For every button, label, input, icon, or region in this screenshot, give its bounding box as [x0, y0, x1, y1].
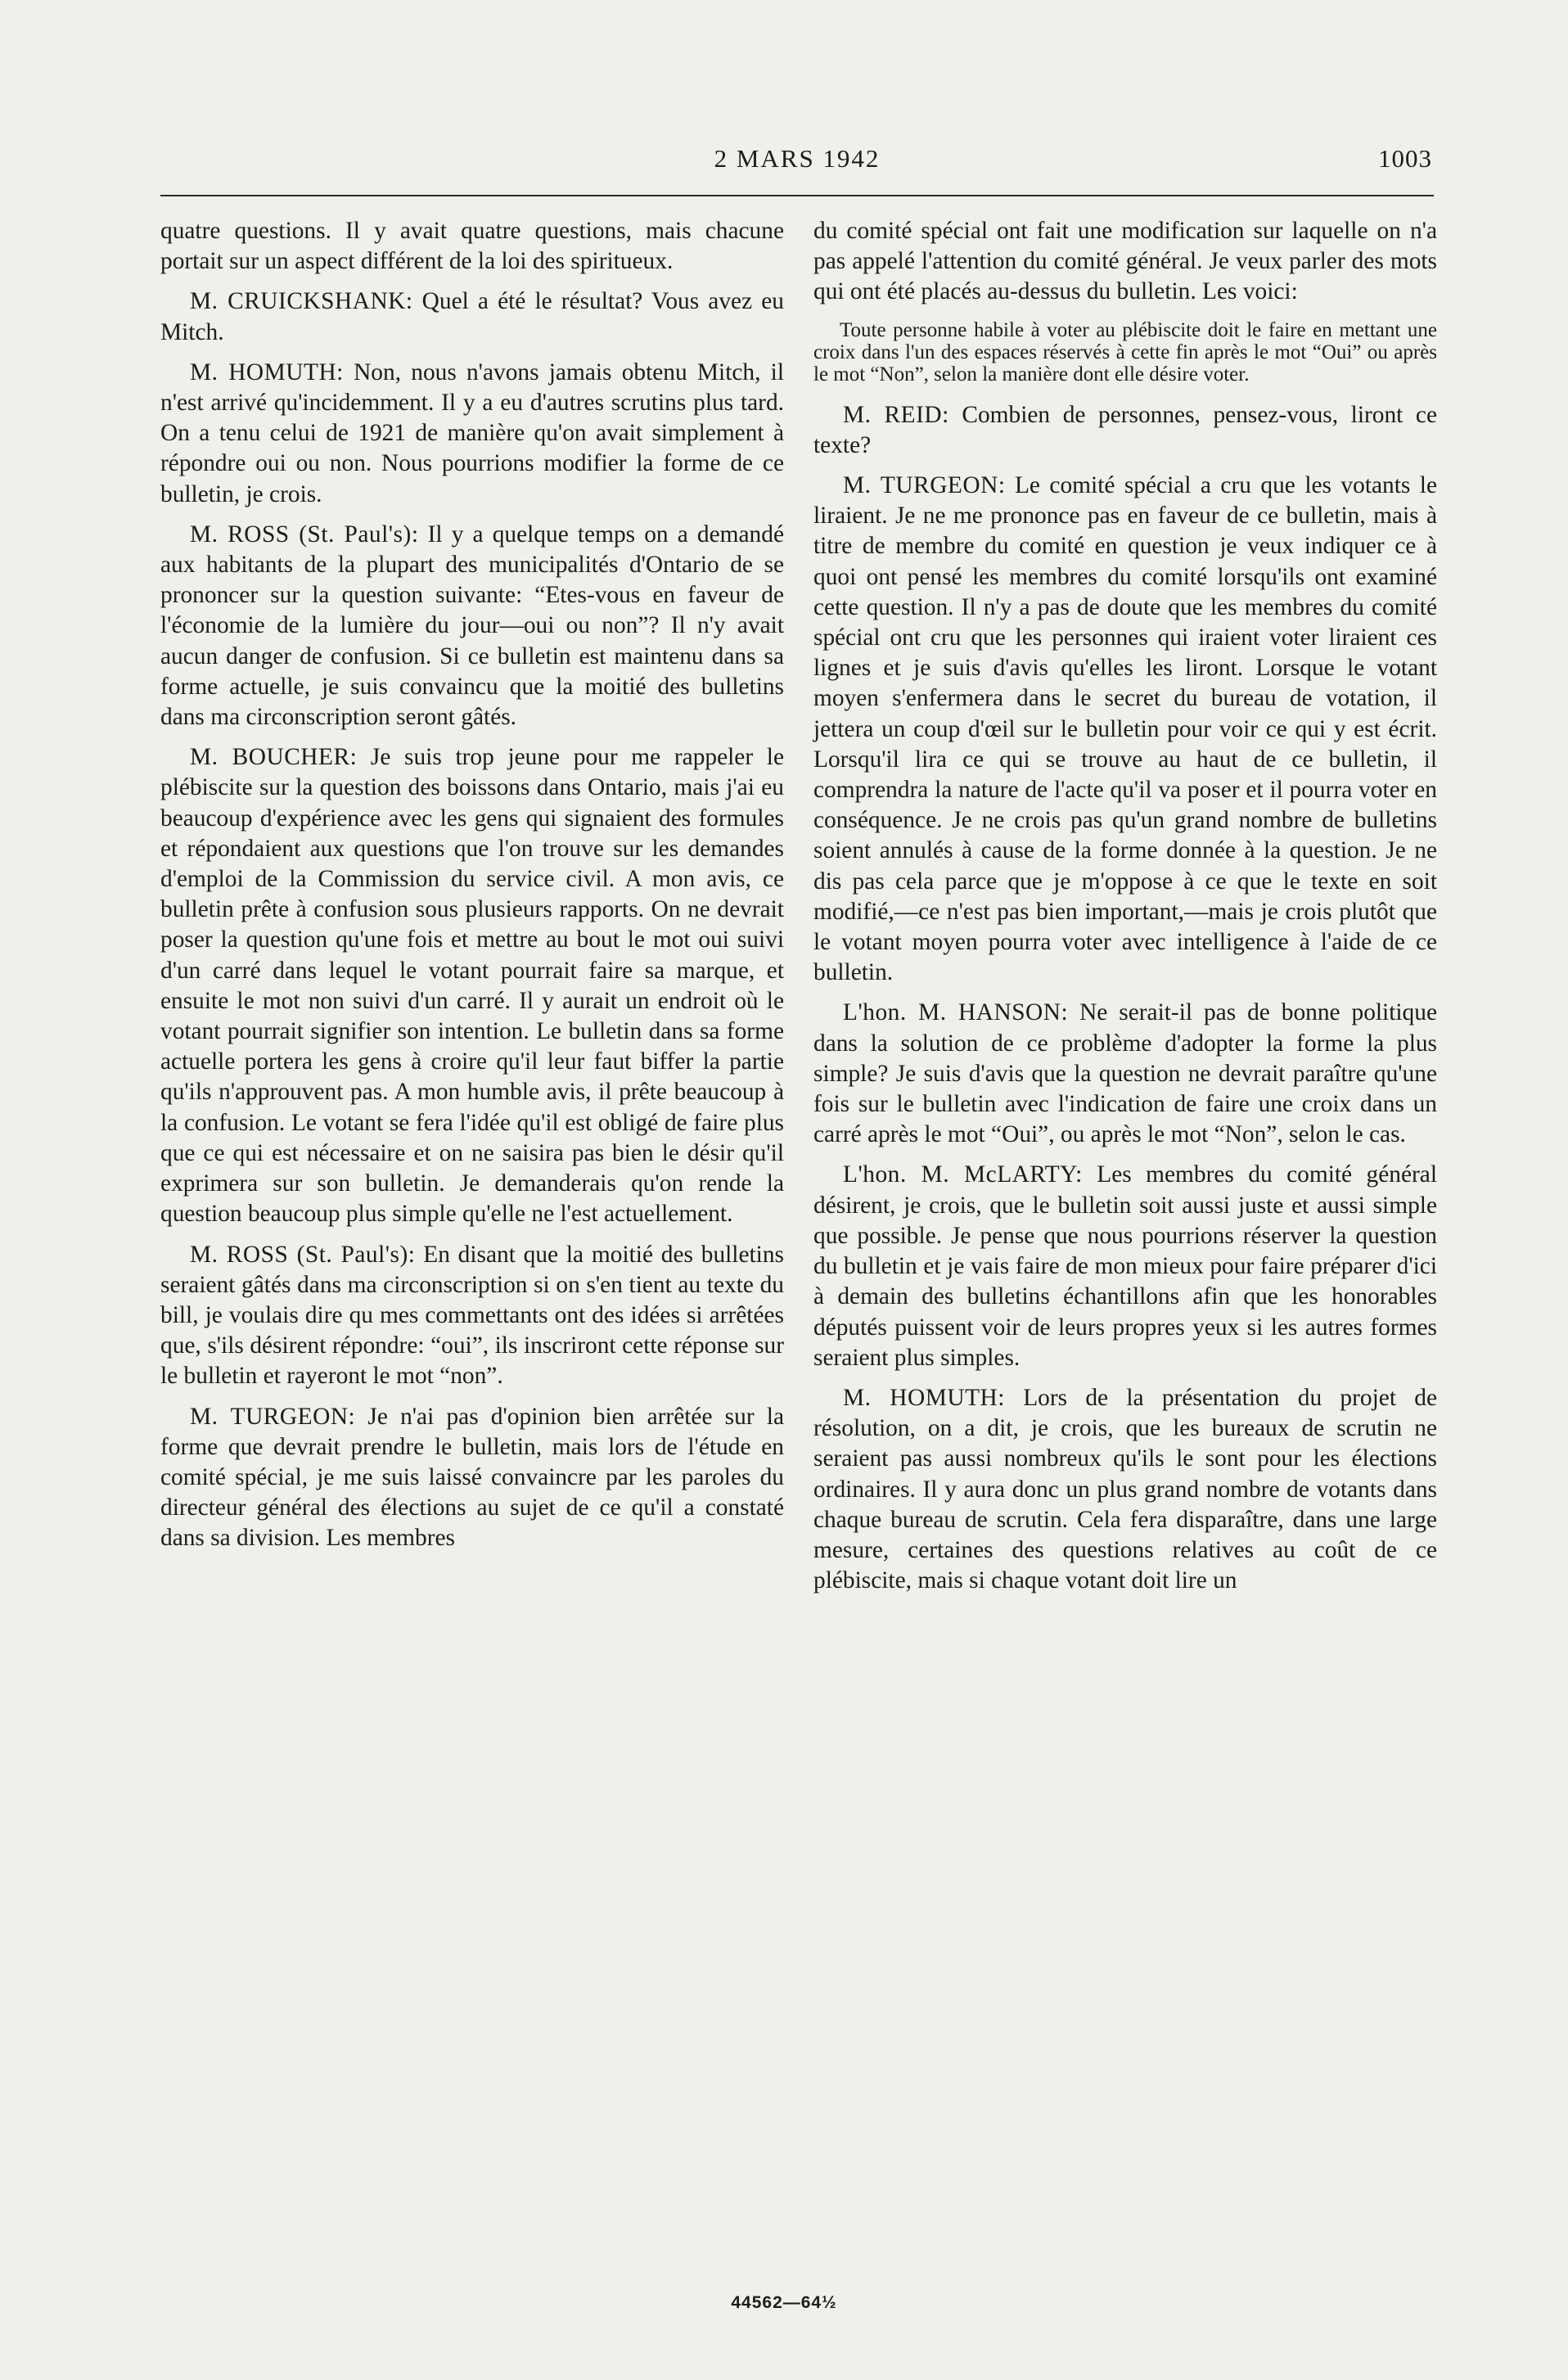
speaker-name: M. REID: — [843, 401, 949, 428]
page-header — [160, 141, 1434, 182]
speaker-name: L'hon. M. McLARTY: — [843, 1161, 1083, 1188]
speaker-name: M. BOUCHER: — [190, 744, 358, 771]
paragraph-text: Non, nous n'avons jamais obtenu Mitch, il n'est arrivé qu'incidemment. Il y a eu d'autres scrutins plus tard. On a tenu celui de 1921 de manière qu'on avait simplement à répondre oui ou non. Nous pourrions modifier la forme de ce bulletin, je crois. — [160, 358, 785, 507]
speaker-name: M. TURGEON: — [843, 472, 1006, 499]
paragraph — [160, 216, 784, 277]
printer-signature: 44562—64½ — [731, 2293, 837, 2312]
quoted-ballot-text — [813, 319, 1437, 385]
paragraph-text: Le comité spécial a cru que les votants le liraient. Je ne me prononce pas en faveur de ce bulletin, mais à titre de membre du comité en question je veux indiquer ce à quoi ont pensé les membres du comité lorsqu'ils ont examiné cette question. Il n'y a pas de doute que les membres du comité spécial ont cru que les personnes qui iraient voter liraient ces lignes et je suis d'avis qu'elles les liront. Lorsque le votant moyen s'enfermera dans le secret du bureau de votation, il jettera un coup d'œil sur le bulletin pour voir ce qui y est écrit. Lorsqu'il lira ce qui se trouve au haut de ce bulletin, il comprendra la nature de l'acte qu'il va poser et il pourra voter en conséquence. Je ne crois pas qu'un grand nombre de bulletins soient annulés à cause de la forme donnée à la question. Je ne dis pas cela parce que je m'oppose à ce que le texte en soit modifié,—ce n'est pas bien important,—mais je crois plutôt que le votant moyen pourra voter avec intelligence à l'aide de ce bulletin. — [813, 472, 1437, 986]
paragraph — [813, 400, 1437, 461]
header-date: 2 MARS 1942 — [714, 144, 881, 173]
paragraph — [813, 216, 1437, 308]
quote-text: Toute personne habile à voter au plébiscite doit le faire en mettant une croix dans l'un des espaces réservés à cette fin après le mot “Oui” ou après le mot “Non”, selon la manière dont elle désire voter. — [813, 318, 1437, 385]
speaker-name: M. HOMUTH: — [843, 1384, 1005, 1411]
speaker-name: M. HOMUTH: — [190, 358, 344, 385]
paragraph-text: Quel a été le résultat? Vous avez eu Mitch. — [160, 288, 784, 345]
header-rule — [160, 195, 1434, 196]
paragraph — [160, 286, 784, 347]
speaker-name: M. ROSS (St. Paul's): — [190, 1241, 416, 1268]
paragraph-text: Les membres du comité général désirent, je crois, que le bulletin soit aussi juste et aussi simple que possible. Je pense que nous pourrions réserver la question du bulletin et je vais faire de mon mieux pour faire préparer d'ici à demain des bulletins échantillons afin que les honorables députés puissent voir de leurs propres yeux si les autres formes seraient plus simples. — [813, 1161, 1437, 1371]
paragraph-text: quatre questions. Il y avait quatre questions, mais chacune portait sur un aspect différent de la loi des spiritueux. — [160, 218, 784, 275]
paragraph-text: du comité spécial ont fait une modification sur laquelle on n'a pas appelé l'attention du comité général. Je veux parler des mots qui ont été placés au-dessus du bulletin. Les voici: — [813, 218, 1437, 305]
paragraph-text: Ne serait-il pas de bonne politique dans la solution de ce problème d'adopter la forme la plus simple? Je suis d'avis que la question ne devrait paraître qu'une fois sur le bulletin avec l'indication de faire une croix dans un carré après le mot “Oui”, ou après le mot “Non”, selon le cas. — [813, 999, 1437, 1148]
paragraph — [813, 1160, 1437, 1373]
paragraph-text: Lors de la présentation du projet de résolution, on a dit, je crois, que les bureaux de scrutin ne seraient pas aussi nombreux qu'ils le sont pour les élections ordinaires. Il y aura donc un plus grand nombre de votants dans chaque bureau de scrutin. Cela fera disparaître, dans une large mesure, certaines des questions relatives au coût de ce plébiscite, mais si chaque votant doit lire un — [813, 1384, 1437, 1594]
speaker-name: L'hon. M. HANSON: — [843, 999, 1069, 1026]
speaker-name: M. CRUICKSHANK: — [190, 288, 413, 315]
paragraph — [160, 742, 784, 1229]
paragraph — [813, 998, 1437, 1150]
paragraph-text: En disant que la moitié des bulletins seraient gâtés dans ma circonscription si on s'en tient au texte du bill, je voulais dire qu mes commettants ont des idées si arrêtées que, s'ils désirent répondre: “oui”, ils inscriront cette réponse sur le bulletin et rayeront le mot “non”. — [160, 1241, 784, 1390]
paragraph — [160, 1402, 784, 1554]
paragraph — [160, 1240, 784, 1392]
paragraph — [160, 358, 784, 510]
speaker-name: M. ROSS (St. Paul's): — [190, 521, 419, 548]
paragraph-text: Je n'ai pas d'opinion bien arrêtée sur la forme que devrait prendre le bulletin, mais lors de l'étude en comité spécial, je me suis laissé convaincre par les paroles du directeur général des élections au sujet de ce qu'il a constaté dans sa division. Les membres — [160, 1403, 784, 1552]
paragraph-text: Combien de personnes, pensez-vous, liront ce texte? — [813, 401, 1437, 458]
left-column — [160, 216, 784, 1564]
page-number: 1003 — [1378, 144, 1432, 173]
paragraph — [813, 471, 1437, 988]
paragraph-text: Il y a quelque temps on a demandé aux habitants de la plupart des municipalités d'Ontario de se prononcer sur la question suivante: “Etes-vous en faveur de l'économie de la lumière du jour—oui ou non”? Il n'y avait aucun danger de confusion. Si ce bulletin est maintenu dans sa forme actuelle, je suis convaincu que la moitié des bulletins dans ma circonscription seront gâtés. — [160, 521, 784, 731]
paragraph — [813, 1383, 1437, 1596]
paragraph-text: Je suis trop jeune pour me rappeler le plébiscite sur la question des boissons dans Ontario, mais j'ai eu beaucoup d'expérience avec les gens qui signaient des formules et répondaient aux questions que l'on trouve sur les demandes d'emploi de la Commission du service civil. A mon avis, ce bulletin prête à confusion sous plusieurs rapports. On ne devrait poser la question qu'une fois et mettre au bout le mot oui suivi d'un carré dans lequel le votant pourrait faire sa marque, et ensuite le mot non suivi d'un carré. Il y aurait un endroit où le votant pourrait signifier son intention. Le bulletin dans sa forme actuelle portera les gens à croire qu'il leur faut biffer la partie qu'ils n'approuvent pas. A mon humble avis, il prête beaucoup à la confusion. Le votant se fera l'idée qu'il est obligé de faire plus que ce qui est nécessaire et on ne saisira pas bien le désir qu'il exprimera sur son bulletin. Je demanderais qu'on rende la question beaucoup plus simple qu'elle ne l'est actuellement. — [160, 744, 784, 1228]
speaker-name: M. TURGEON: — [190, 1403, 356, 1430]
right-column — [813, 216, 1437, 1606]
paragraph — [160, 520, 784, 732]
